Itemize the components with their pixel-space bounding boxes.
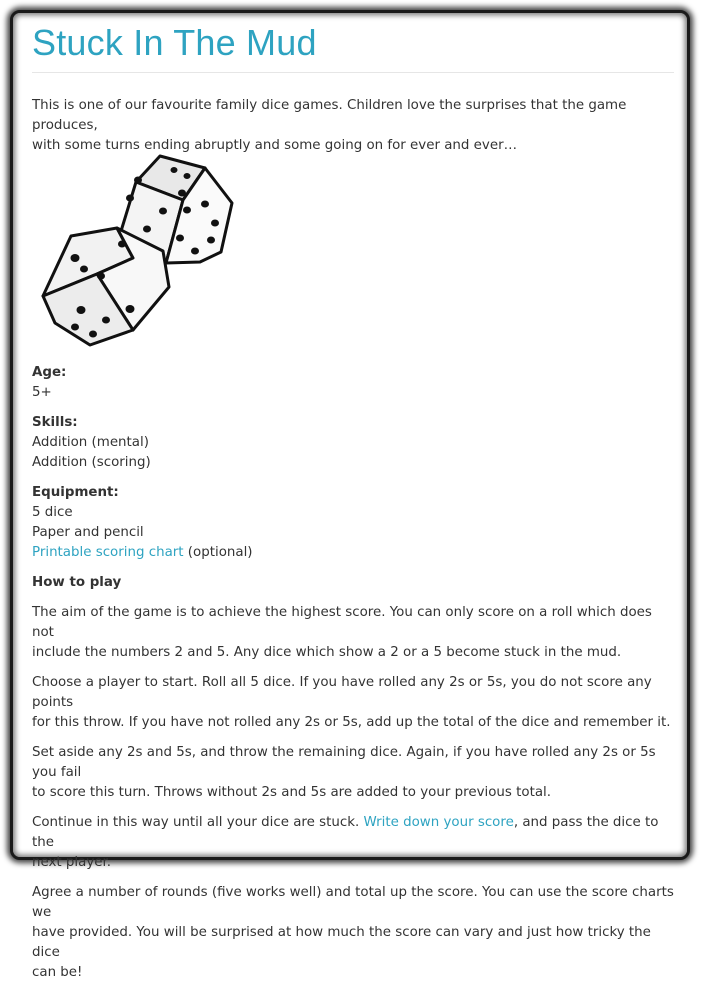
rules-line: include the numbers 2 and 5. Any dice which show a 2 or a 5 become stuck in the mud. [32, 645, 622, 660]
page-frame [10, 10, 690, 980]
equipment-item: 5 dice [32, 505, 73, 520]
rules-paragraph [32, 603, 674, 663]
age-label: Age: [32, 365, 67, 380]
rules-line: Continue in this way until all your dice are stuck. [32, 815, 364, 830]
intro-line: This is one of our favourite family dice games. Children love the surprises that the game produces, [32, 98, 627, 133]
dice-illustration [35, 148, 235, 344]
how-to-play-heading: How to play [32, 575, 122, 590]
rules-line: The aim of the game is to achieve the highest score. You can only score on a roll which does not [32, 605, 652, 640]
title-divider [32, 72, 674, 73]
intro-line: with some turns ending abruptly and some going on for ever and ever… [32, 138, 517, 153]
skills-label: Skills: [32, 415, 78, 430]
write-down-score-link[interactable]: Write down your score [363, 815, 514, 830]
rules-line: Agree a number of rounds (five works well) and total up the score. You can use the score charts we [32, 885, 674, 920]
age-value: 5+ [32, 385, 52, 400]
rules-line: can be! [32, 965, 83, 980]
rules-line: Set aside any 2s and 5s, and throw the remaining dice. Again, if you have rolled any 2s or 5s you fail [32, 745, 656, 780]
rules-paragraph [32, 673, 674, 733]
equipment-chart-line [32, 543, 674, 563]
rules-line: , and pass the dice to the [32, 815, 659, 850]
optional-note: (optional) [183, 545, 253, 560]
how-to-play-section [32, 573, 674, 983]
rules-line: next player. [32, 855, 112, 870]
rules-paragraph [32, 883, 674, 983]
skill-item: Addition (scoring) [32, 455, 151, 470]
rules-paragraph [32, 743, 674, 803]
rules-line: for this throw. If you have not rolled any 2s or 5s, add up the total of the dice and remember it. [32, 715, 671, 730]
age-section [32, 363, 674, 403]
equipment-item: Paper and pencil [32, 525, 144, 540]
equipment-section [32, 483, 674, 563]
rules-line: have provided. You will be surprised at how much the score can vary and just how tricky the dice [32, 925, 651, 960]
rules-paragraph [32, 813, 674, 873]
rules-line: to score this turn. Throws without 2s and 5s are added to your previous total. [32, 785, 551, 800]
equipment-label: Equipment: [32, 485, 119, 500]
skill-item: Addition (mental) [32, 435, 149, 450]
page-title: Stuck In The Mud [32, 22, 317, 63]
rules-line: Choose a player to start. Roll all 5 dice. If you have rolled any 2s or 5s, you do not score any points [32, 675, 652, 710]
skills-section [32, 413, 674, 473]
scoring-chart-link[interactable]: Printable scoring chart [32, 545, 184, 560]
game-details [32, 363, 674, 993]
front-die-icon [43, 228, 169, 345]
intro-paragraph [32, 96, 674, 156]
